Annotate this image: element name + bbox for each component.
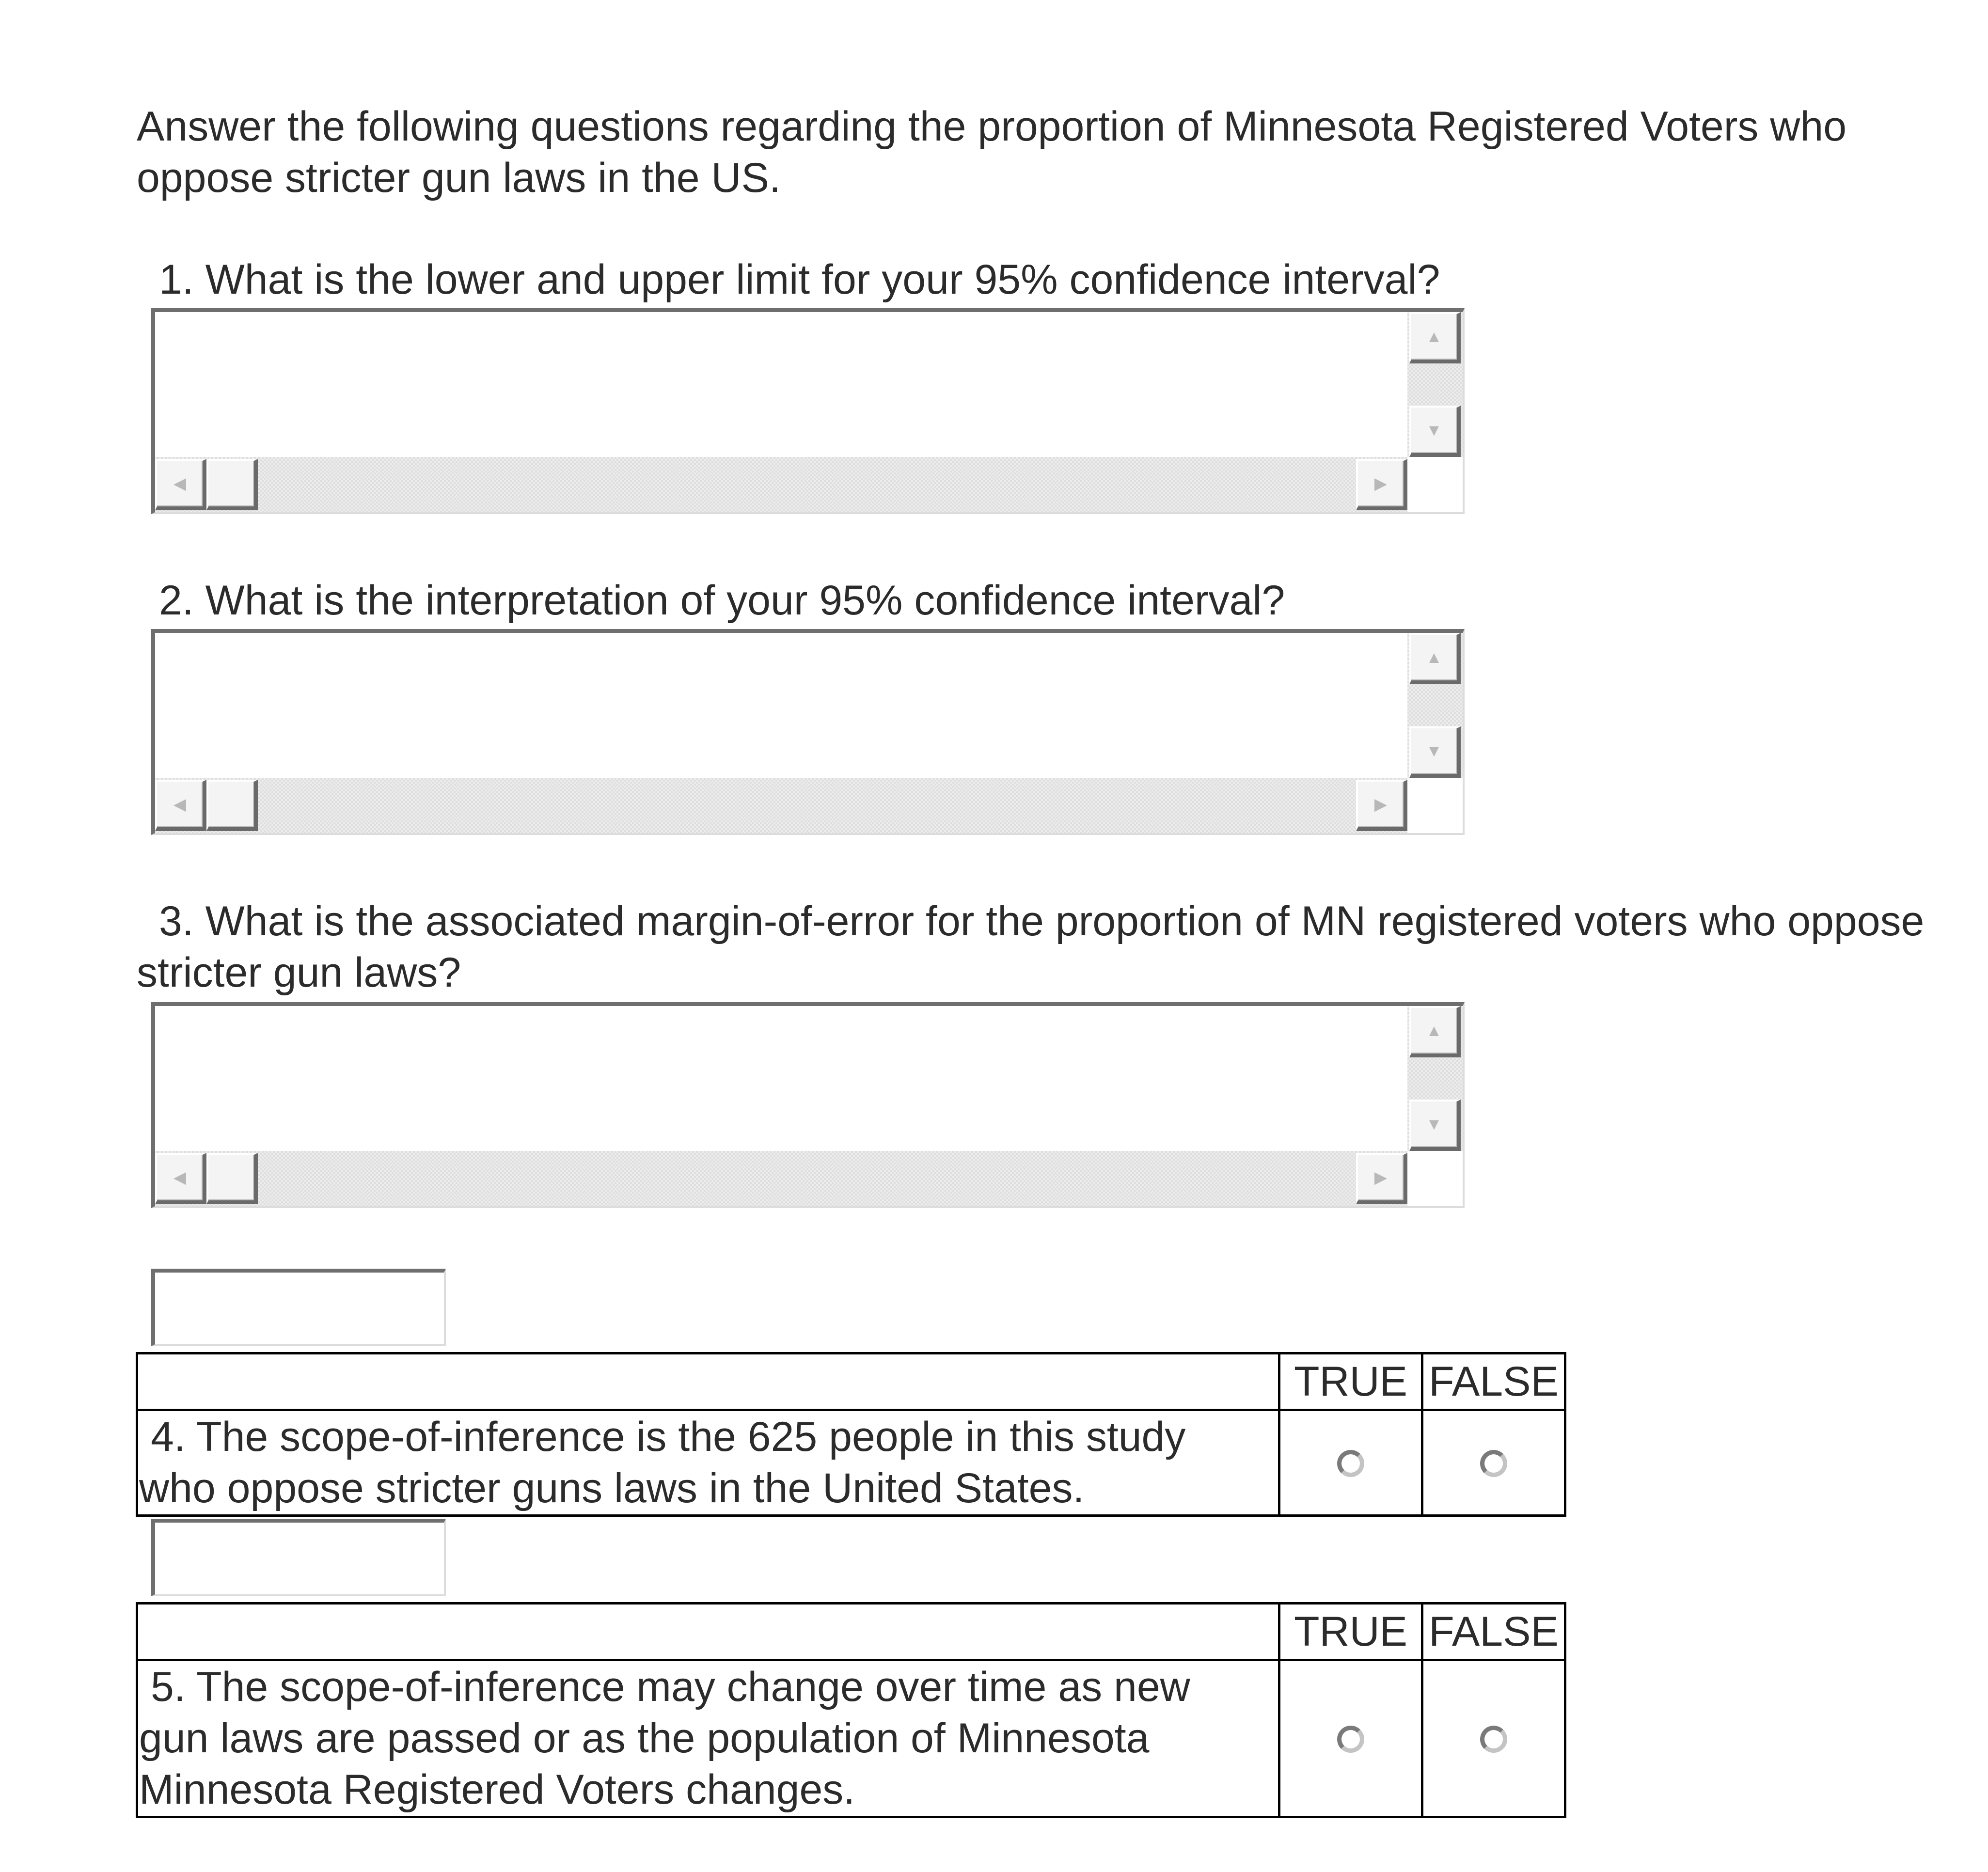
question-1-textarea[interactable] [151, 308, 1465, 514]
question-5-statement [137, 1660, 1279, 1817]
horizontal-scrollbar[interactable] [155, 778, 1407, 833]
question-2-label: 2. What is the interpretation of your 95% confidence interval? [159, 577, 1285, 624]
textarea-content[interactable] [155, 312, 1407, 457]
question-4-true-cell [1279, 1410, 1422, 1516]
scrollbar-corner [1407, 457, 1463, 512]
question-5-false-cell [1422, 1660, 1565, 1817]
table-header-blank-cell [137, 1604, 1279, 1660]
question-5-true-cell [1279, 1660, 1422, 1817]
intro-text-line-2: oppose stricter gun laws in the US. [137, 155, 781, 201]
scroll-right-icon[interactable]: ▶ [1356, 780, 1407, 831]
table-row [137, 1660, 1565, 1817]
question-5-statement-line-2: gun laws are passed or as the population of Minnesota [139, 1715, 1150, 1762]
scrollbar-corner [1407, 778, 1463, 833]
question-3-label-line-2: stricter gun laws? [137, 949, 461, 996]
true-column-header: TRUE [1279, 1353, 1422, 1410]
false-column-header: FALSE [1422, 1353, 1565, 1410]
table-header-row [137, 1604, 1565, 1660]
vertical-scrollbar[interactable] [1407, 633, 1463, 778]
scroll-left-icon[interactable]: ◀ [155, 780, 206, 831]
scroll-down-icon[interactable]: ▼ [1409, 406, 1461, 457]
scroll-up-icon[interactable]: ▲ [1409, 312, 1461, 363]
true-column-header: TRUE [1279, 1604, 1422, 1660]
question-4-statement-line-1: 4. The scope-of-inference is the 625 people in this study [151, 1414, 1186, 1460]
scrollbar-corner [1407, 1151, 1463, 1206]
question-5-statement-line-3: Minnesota Registered Voters changes. [139, 1766, 855, 1813]
scroll-up-icon[interactable]: ▲ [1409, 1006, 1461, 1057]
question-4-statement [137, 1410, 1279, 1516]
question-5-true-radio[interactable] [1337, 1726, 1364, 1753]
scroll-left-icon[interactable]: ◀ [155, 1153, 206, 1204]
question-3-label-line-1: 3. What is the associated margin-of-error for the proportion of MN registered voters who oppose [159, 898, 1925, 944]
question-5-table [136, 1602, 1566, 1818]
question-4-statement-line-2: who oppose stricter guns laws in the United States. [139, 1465, 1085, 1511]
question-4-false-cell [1422, 1410, 1565, 1516]
scroll-right-icon[interactable]: ▶ [1356, 459, 1407, 510]
horizontal-scrollbar[interactable] [155, 457, 1407, 512]
intro-text-line-1: Answer the following questions regarding the proportion of Minnesota Registered Voters who [137, 103, 1847, 150]
textarea-content[interactable] [155, 1006, 1407, 1151]
question-4-false-radio[interactable] [1480, 1450, 1507, 1477]
question-3-textarea[interactable] [151, 1002, 1465, 1208]
scroll-left-icon[interactable]: ◀ [155, 459, 206, 510]
scroll-thumb[interactable] [206, 459, 258, 510]
vertical-scrollbar[interactable] [1407, 1006, 1463, 1151]
scroll-thumb[interactable] [206, 780, 258, 831]
question-5-false-radio[interactable] [1480, 1726, 1507, 1753]
horizontal-scrollbar[interactable] [155, 1151, 1407, 1206]
question-1-label: 1. What is the lower and upper limit for your 95% confidence interval? [159, 256, 1440, 303]
vertical-scrollbar[interactable] [1407, 312, 1463, 457]
false-column-header: FALSE [1422, 1604, 1565, 1660]
question-4-table [136, 1352, 1566, 1517]
question-5-statement-line-1: 5. The scope-of-inference may change over time as new [151, 1664, 1190, 1710]
question-4-true-radio[interactable] [1337, 1450, 1364, 1477]
question-4-input-box[interactable] [151, 1269, 446, 1346]
scroll-up-icon[interactable]: ▲ [1409, 633, 1461, 684]
scroll-down-icon[interactable]: ▼ [1409, 1100, 1461, 1151]
scroll-right-icon[interactable]: ▶ [1356, 1153, 1407, 1204]
scroll-down-icon[interactable]: ▼ [1409, 726, 1461, 778]
question-2-textarea[interactable] [151, 629, 1465, 835]
scroll-thumb[interactable] [206, 1153, 258, 1204]
table-row [137, 1410, 1565, 1516]
table-header-row [137, 1353, 1565, 1410]
table-header-blank-cell [137, 1353, 1279, 1410]
textarea-content[interactable] [155, 633, 1407, 778]
question-5-input-box[interactable] [151, 1519, 446, 1596]
